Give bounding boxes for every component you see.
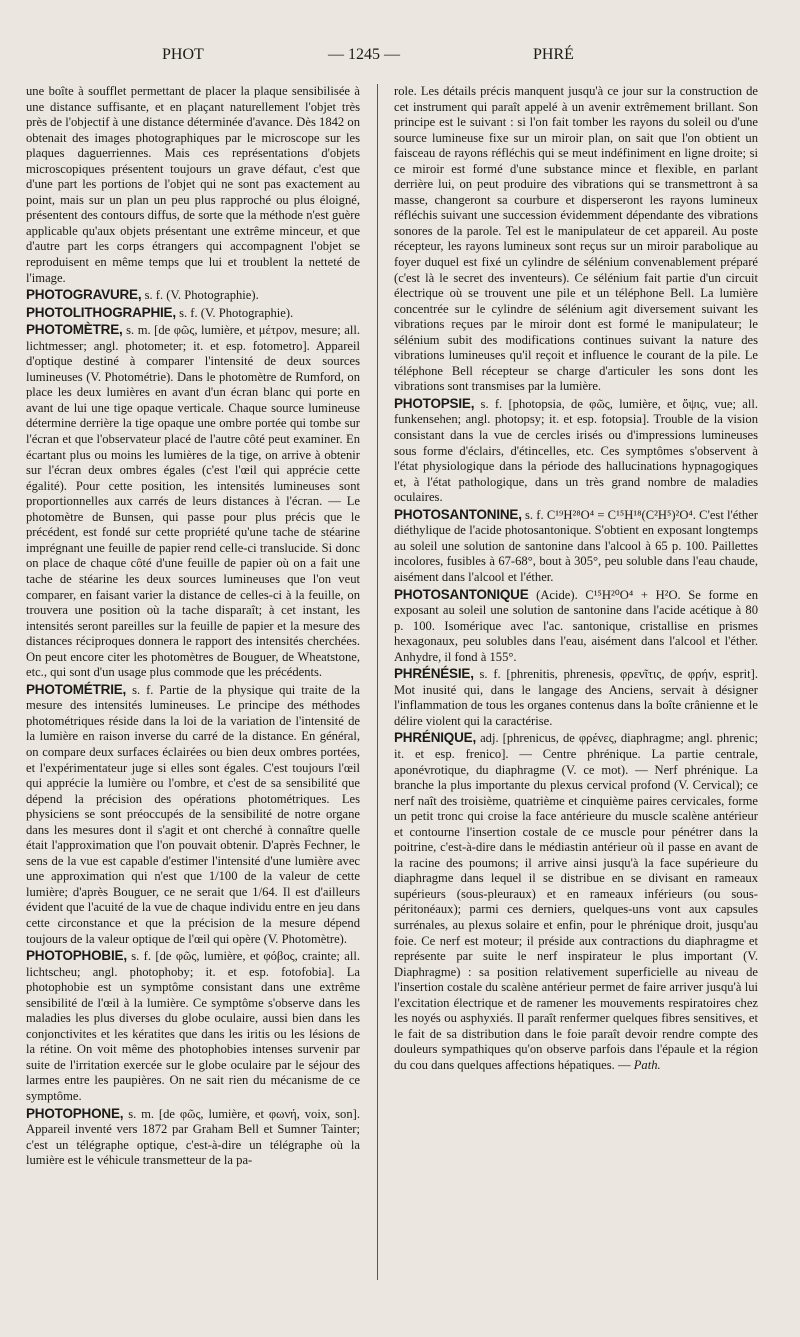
entry-photometre [26,322,360,681]
entry-body: s. m. [de φῶς, lumière, et φωνή, voix, son]. Appareil inventé vers 1872 par Graham Bell et Sumner Tainter; c'est un télégraphe optique, c'est-à-dire un télégraphe où la lumière est le véhicule transmetteur de la pa- [26,1106,360,1168]
entry-body: s. f. [de φῶς, lumière, et φόβος, crainte; all. lichtscheu; angl. photophoby; it. et esp. fotofobia]. La photophobie est un symptôme consistant dans une extrême sensibilité de l'œil à la lumière. Ce symptôme s'observe dans les maladies les plus diverses du globe oculaire, aussi bien dans les conjonctivites et les kératites que dans les iritis ou les lésions de la rétine. On voit même des photophobies intenses survenir par suite de l'irritation exercée sur le globe oculaire par le séjour des larmes entre les paupières. On ne sait rien du mécanisme de ce symptôme. [26,949,360,1103]
right-column [394,84,758,1073]
headword: PHOTOSANTONINE, [394,506,522,522]
headword: PHOTOPHONE, [26,1105,124,1121]
entry-body: (Acide). C¹⁵H²⁰O⁴ + H²O. Se forme en exposant au soleil une solution de santonine dans l'acide acétique à 80 p. 100. Isomérique avec l'ac. santonique, cristallise en prismes hexagonaux, peu solubles dans l'eau, aisément dans l'alcool et l'éther. Anhydre, il fond à 155°. [394,587,758,664]
entry-phrenique [394,730,758,1073]
continuation-paragraph: role. Les détails précis manquent jusqu'à ce jour sur la construction de cet instrument qui paraît appelé à un avenir extrêmement brillant. Son principe est le suivant : si l'on fait tomber les rayons du soleil ou d'une source lumineuse fixe sur un miroir plan, on sait que l'on obtient un faisceau de rayons réfléchis qui se meut indéfiniment en ligne droite; si ce miroir est formé d'une substance mince et flexible, en parlant derrière lui, on peut produire des vibrations qui se transmettront à sa masse, changeront sa courbure et disperseront les rayons lumineux réfléchis suivant une succession évidemment dépendante des vibrations sonores de la parole. Tel est le manipulateur de cet appareil. Au poste récepteur, les rayons lumineux sont reçus sur un miroir parabolique au foyer duquel est fixé un cylindre de sélénium convenablement préparé (c'est là le secret des inventeurs). Ce sélénium fait partie d'un circuit électrique où se trouvent une pile et un téléphone Bell. La lumière concentrée sur le cylindre de sélénium agit diversement suivant les vibrations reçues par le miroir dont est formé le manipulateur; le sélénium subit des modifications continues suivant la nature des vibrations lumineuses qu'il reçoit et influence le courant de la pile. Le téléphone Bell récepteur se charge d'articuler les sons dont les vibrations sont transmises par la lumière. [394,84,758,394]
header-left-guideword: PHOT [162,46,204,63]
entry-body: s. f. Partie de la physique qui traite de la mesure des intensités lumineuses. Le principe des méthodes photométriques réside dans la loi de la variation de l'intensité de la lumière en raison inverse du carré de la distance. En général, on compare deux surfaces éclairées ou bien deux ombres portées, et l'expérimentateur juge si elles sont égales. C'est toujours l'œil qui apprécie la lumière ou l'ombre, et c'est de sa sensibilité que dépend la précision des opérations photométriques. Les physiciens se sont préoccupés de la sensibilité de notre organe dans les mesures dont il s'agit et ont cherché à connaître quelle était l'approximation que l'on pouvait obtenir. D'après Fechner, le sens de la vue est capable d'estimer l'intensité d'une lumière avec une approximation qui n'est que 1/100 de la valeur de cette lumière; d'après Bouguer, ce ne serait que 1/64. Il est d'ailleurs évident que l'acuité de la vue de chaque individu entre en jeu dans cette circonstance et que la précision de la mesure dépend toujours de la valeur optique de l'œil qui opère (V. Photomètre). [26,682,360,946]
headword: PHOTOSANTONIQUE [394,586,529,602]
entry-body: s. f. C¹⁹H²⁸O⁴ = C¹⁵H¹⁸(C²H⁵)²O⁴. C'est l'éther diéthylique de l'acide photosantonique. S'obtient en exposant longtemps au soleil une solution de santonine dans l'alcool à 65 p. 100. Paillettes incolores, fusibles à 67-68°, bout à 305°, peu soluble dans l'eau chaude, aisément dans l'alcool et l'éther. [394,507,758,584]
left-column [26,84,360,1169]
entry-body: s. f. (V. Photographie). [179,305,294,320]
entry-photophobie [26,948,360,1104]
entry-body: s. f. [photopsia, de φῶς, lumière, et ὄψις, vue; all. funkensehen; angl. photopsy; it. et esp. fotopsia]. Trouble de la vision consistant dans la vue de cercles irisés ou d'impressions lumineuses sous forme d'éclairs, d'étincelles, etc. Ces symptômes s'observent à l'état physiologique dans la période des hallucinations hypnagogiques et, à l'état pathologique, dans un très grand nombre de maladies oculaires. [394,396,758,505]
entry-photosantonine [394,507,758,586]
entry-photometrie [26,682,360,947]
entry-photosantonique [394,587,758,666]
headword: PHOTOLITHOGRAPHIE, [26,304,176,320]
entry-body: s. m. [de φῶς, lumière, et μέτρον, mesure; all. lichtmesser; angl. photometer; it. et esp. fotometro]. Appareil d'optique destiné à comparer l'intensité de deux sources lumineuses (V. Photométrie). Dans le photomètre de Rumford, on place les deux lumières en avant d'un écran blanc qui porte en avant de lui une tige opaque verticale. Chaque source lumineuse détermine derrière la tige opaque une ombre portée qui tombe sur l'écran et que l'observateur placé de l'autre côté peut examiner. En écartant plus ou moins les lumières de la tige, on arrive à obtenir sur l'écran deux ombres égales (c'est l'œil qui apprécie cette égalité). Pour cette position, les intensités lumineuses sont proportionnelles aux carrés de leurs distances à l'écran. — Le photomètre de Bunsen, qui passe pour plus précis que le précédent, est fondé sur cette propriété qu'une tache de stéarine imprégnant une feuille de papier rend celle-ci translucide. Si donc on place de chaque côté d'une feuille de papier où on a fait une tache de stéarine les deux sources lumineuses que l'on veut comparer, en faisant varier la distance de celles-ci à la feuille, on trouvera une position où la tache disparaît; à cet instant, les intensités seront pareilles sur la feuille de papier et la mesure des distances réciproques donnera le rapport des intensités cherchées. On peut encore citer les photomètres de Bouguer, de Wheatstone, etc., qui sont d'un usage plus commode que les précédents. [26,323,360,680]
entry-photopsie [394,396,758,506]
headword: PHOTOMÉTRIE, [26,681,127,697]
headword: PHOTOMÈTRE, [26,322,123,338]
entry-photogravure [26,287,360,304]
entry-body: s. f. (V. Photographie). [144,288,259,303]
page-number: — 1245 — [328,46,400,63]
headword: PHOTOGRAVURE, [26,287,142,303]
entry-body: adj. [phrenicus, de φρένες, diaphragme; angl. phrenic; it. et esp. frenico]. — Centre phrénique. La partie centrale, aponévrotique, du diaphragme (V. ce mot). — Nerf phrénique. La branche la plus importante du plexus cervical profond (V. Cervical); ce nerf naît des troisième, quatrième et cinquième paires cervicales, forme un petit tronc qui croise la face antérieure du muscle scalène antérieur et contourne l'insertion costale de ce muscle pour pénétrer dans la poitrine, c'est-à-dire dans le médiastin antérieur où il passe en avant de la racine des poumons; il arrive ainsi jusqu'à la face supérieure du diaphragme dans lequel il se distribue en se divisant en rameaux supérieurs (sous-pleuraux) et en rameaux inférieurs (ou sous-péritonéaux); parmi ces derniers, quelques-uns vont aux capsules surrénales, au plexus solaire et enfin, pour le phrénique droit, jusqu'au foie. Ce nerf est moteur; il préside aux contractions du diaphragme et représente par suite le nerf inspirateur le plus important (V. Diaphragme) : sa position relativement superficielle au niveau de l'insertion costale du scalène antérieur permet de faire arriver jusqu'à lui l'excitation électrique et de ramener les mouvements respiratoires chez les noyés ou asphyxiés. Il paraît renfermer quelques fibres sensitives, et le fait de sa distribution dans le foie paraît devoir rendre compte des douleurs sympathiques qu'on observe parfois dans l'épaule et la région du cou dans quelques affections hépatiques. — [394,731,758,1072]
page-header [150,46,750,74]
header-right-guideword: PHRÉ [533,46,574,63]
entry-photophone [26,1106,360,1169]
entry-body: s. f. [phrenitis, phrenesis, φρενῖτις, de φρήν, esprit]. Mot inusité qui, dans le langage des Anciens, servait à désigner l'inflammation de tous les organes contenus dans la boîte crânienne et le délire violent qui la caractérise. [394,667,758,728]
headword: PHOTOPHOBIE, [26,948,127,964]
headword: PHOTOPSIE, [394,395,475,411]
entry-photolithographie [26,305,360,322]
author-signature: Path. [633,1057,661,1072]
headword: PHRÉNÉSIE, [394,666,474,682]
headword: PHRÉNIQUE, [394,730,477,746]
intro-paragraph: une boîte à soufflet permettant de placer la plaque sensibilisée à une distance suffisante, et en plaçant naturellement l'objet très près de l'objectif à une distance déterminée d'avance. Dès 1842 on obtenait des images photographiques par le microscope sur les plaques daguerriennes. Mais ces représentations d'objets microscopiques présentent toujours un grave défaut, c'est que d'une part les portions de l'objet qui ne sont pas exactement au point, mais sur un plan un peu plus rapproché ou plus éloigné, présentent des contours diffus, de sorte que la méthode n'est guère applicable qu'aux objets présentant une extrême minceur, et que d'autre part les corps étrangers qui accompagnent l'objet se reproduisent en même temps que lui et troublent la netteté de l'image. [26,84,360,285]
entry-phrenesie [394,666,758,729]
column-divider [377,84,378,1280]
